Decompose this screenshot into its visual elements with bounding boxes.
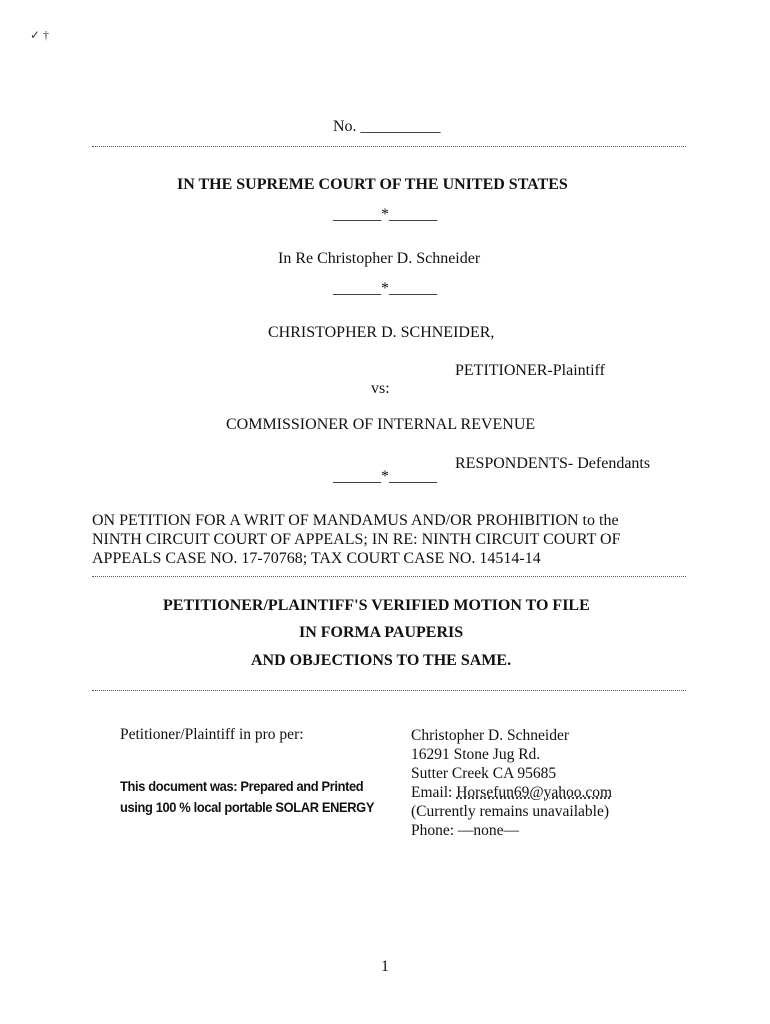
versus: vs: <box>371 380 390 397</box>
separator-1: ______*______ <box>333 206 437 223</box>
filer-city: Sutter Creek CA 95685 <box>411 765 557 782</box>
filer-street: 16291 Stone Jug Rd. <box>411 746 541 763</box>
motion-title-line-2: IN FORMA PAUPERIS <box>299 624 464 641</box>
top-divider <box>92 146 686 147</box>
petition-line-2: NINTH CIRCUIT COURT OF APPEALS; IN RE: NINTH CIRCUIT COURT OF <box>92 531 621 548</box>
email-note: (Currently remains unavailable) <box>411 803 609 820</box>
solar-energy-note <box>120 776 374 818</box>
filer-label: Petitioner/Plaintiff in pro per: <box>120 726 304 743</box>
filer-email-row <box>411 783 612 802</box>
margin-marks: ✓ † <box>30 28 50 42</box>
filer-phone: Phone: —none— <box>411 822 520 839</box>
filer-contact-block <box>411 726 612 840</box>
email-link[interactable]: Horsefun69@yahoo.com <box>456 784 613 801</box>
petition-description <box>92 511 686 568</box>
filer-name: Christopher D. Schneider <box>411 727 569 744</box>
motion-title-line-1: PETITIONER/PLAINTIFF'S VERIFIED MOTION TO FILE <box>163 597 590 614</box>
respondent-name: COMMISSIONER OF INTERNAL REVENUE <box>226 416 536 433</box>
motion-title-line-3: AND OBJECTIONS TO THE SAME. <box>251 652 512 669</box>
petition-line-3: APPEALS CASE NO. 17-70768; TAX COURT CASE NO. 14514-14 <box>92 550 541 567</box>
docket-number: No. __________ <box>333 118 441 135</box>
in-re-caption: In Re Christopher D. Schneider <box>278 250 481 267</box>
middle-divider <box>92 576 686 577</box>
respondent-role: RESPONDENTS- Defendants <box>455 455 651 472</box>
page-number: 1 <box>381 958 389 975</box>
solar-line-2: using 100 % local portable SOLAR ENERGY <box>120 799 375 815</box>
petition-line-1: ON PETITION FOR A WRIT OF MANDAMUS AND/OR PROHIBITION to the <box>92 512 619 529</box>
petitioner-name: CHRISTOPHER D. SCHNEIDER, <box>268 324 495 341</box>
petitioner-role: PETITIONER-Plaintiff <box>455 362 605 379</box>
court-title: IN THE SUPREME COURT OF THE UNITED STATES <box>177 176 568 193</box>
separator-2: ______*______ <box>333 280 437 297</box>
email-label: Email: <box>411 784 457 801</box>
separator-3: ______*______ <box>333 468 437 485</box>
solar-line-1: This document was: Prepared and Printed <box>120 778 364 794</box>
bottom-divider <box>92 690 686 691</box>
